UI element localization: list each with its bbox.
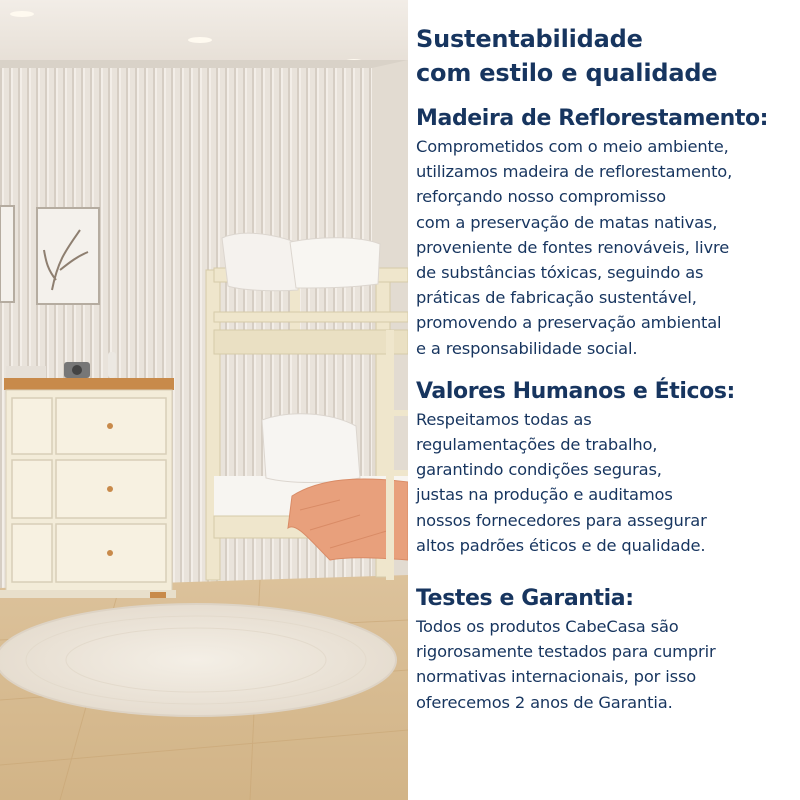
headline <box>416 22 796 90</box>
body-line: práticas de fabricação sustentável, <box>416 288 697 308</box>
body-line: justas na produção e auditamos <box>416 485 673 505</box>
section-title: Madeira de Reflorestamento: <box>416 106 769 131</box>
section-body <box>416 134 796 361</box>
section-body <box>416 407 796 558</box>
body-line: promovendo a preservação ambiental <box>416 313 722 333</box>
ceiling <box>0 0 408 62</box>
section-human-values <box>416 377 796 558</box>
ceiling-light <box>188 37 212 43</box>
body-line: oferecemos 2 anos de Garantia. <box>416 692 673 712</box>
headline-line: com estilo e qualidade <box>416 59 718 87</box>
body-line: normativas internacionais, por isso <box>416 667 697 687</box>
body-line: regulamentações de trabalho, <box>416 435 658 455</box>
body-line: altos padrões éticos e de qualidade. <box>416 535 706 555</box>
section-title: Valores Humanos e Éticos: <box>416 378 735 404</box>
picture-frame <box>0 206 14 302</box>
dresser-foot <box>150 592 166 598</box>
body-line: Respeitamos todas as <box>416 409 592 429</box>
body-line: com a preservação de matas nativas, <box>416 212 718 232</box>
dresser-base <box>0 590 176 598</box>
body-line: de substâncias tóxicas, seguindo as <box>416 263 704 283</box>
headline-line: Sustentabilidade <box>416 25 643 53</box>
section-reforestation <box>416 104 796 361</box>
body-line: Todos os produtos CabeCasa são <box>416 617 679 637</box>
pillow <box>262 414 360 483</box>
body-line: rigorosamente testados para cumprir <box>416 642 716 662</box>
ceiling-light <box>10 11 34 17</box>
body-line: Comprometidos com o meio ambiente, <box>416 137 729 156</box>
body-line: reforçando nosso compromisso <box>416 187 666 207</box>
bottle <box>108 352 116 378</box>
round-rug <box>0 604 396 716</box>
section-body <box>416 614 796 715</box>
body-line: nossos fornecedores para assegurar <box>416 510 707 530</box>
section-tests-warranty <box>416 584 796 715</box>
books <box>6 366 46 378</box>
dresser-top <box>4 378 174 390</box>
body-line: proveniente de fontes renováveis, livre <box>416 237 730 257</box>
body-line: utilizamos madeira de reflorestamento, <box>416 162 733 182</box>
content-column <box>416 22 796 715</box>
crown-moulding <box>0 60 408 68</box>
body-line: e a responsabilidade social. <box>416 338 638 358</box>
body-line: garantindo condições seguras, <box>416 460 662 480</box>
section-title: Testes e Garantia: <box>416 586 634 612</box>
dresser-drawers <box>12 398 166 582</box>
picture-frame <box>37 208 99 304</box>
